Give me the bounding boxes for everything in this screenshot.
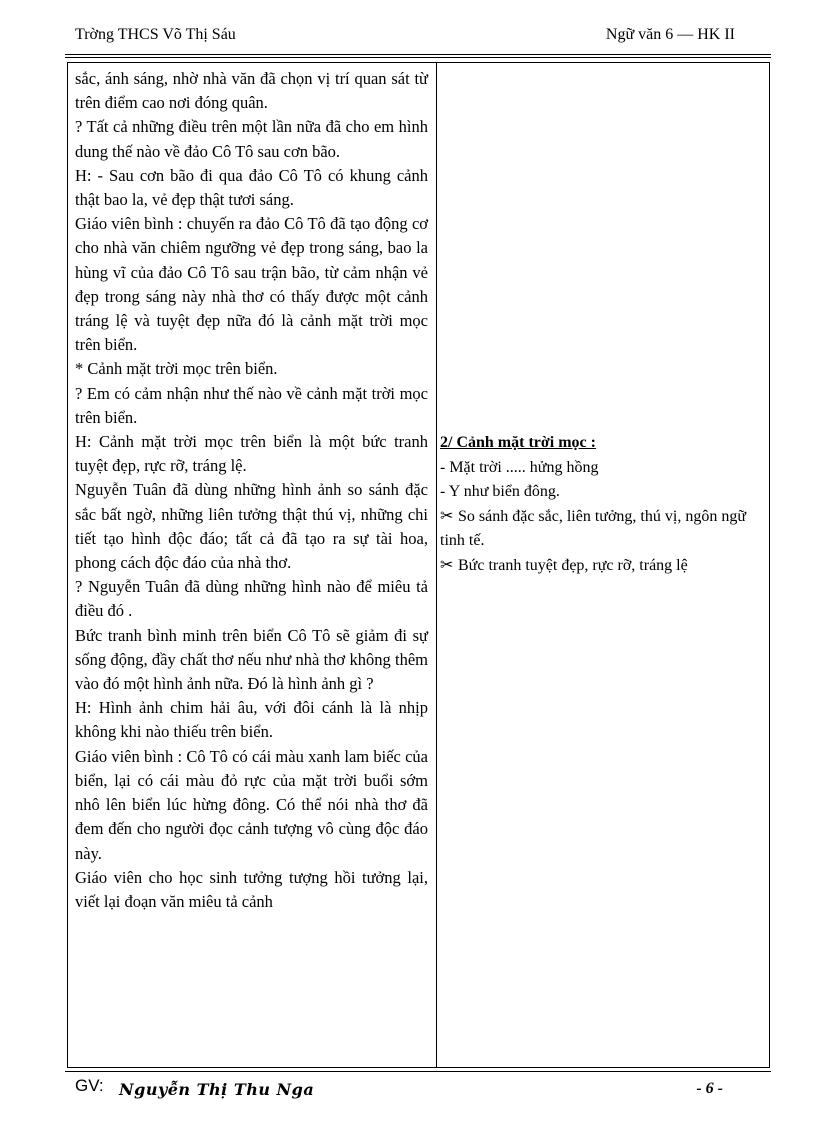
- page-footer: [75, 1076, 735, 1104]
- left-paragraph: Giáo viên bình : chuyến ra đảo Cô Tô đã tạo động cơ cho nhà văn chiêm ngưỡng vẻ đẹp trong sáng, bao la hùng vĩ của đảo Cô Tô sau trận bão, từ cảm nhận vẻ đẹp trong sáng này nhà thơ có thấy được một cảnh tráng lệ và tuyệt đẹp nữa đó là cảnh mặt trời mọc trên biển.: [75, 214, 428, 355]
- header-rule-inner: [65, 57, 771, 58]
- bullet-text: So sánh đặc sắc, liên tưởng, thú vị, ngôn ngữ tinh tế.: [440, 507, 746, 549]
- subject-label: Ngữ văn 6 — HK II: [605, 26, 735, 43]
- gv-label: GV:: [75, 1076, 104, 1095]
- scissors-icon: ✂: [440, 556, 454, 574]
- left-paragraph: ? Tất cả những điều trên một lần nữa đã cho em hình dung thế nào về đảo Cô Tô sau cơn bão.: [75, 117, 428, 161]
- left-paragraph: ? Em có cảm nhận như thế nào về cảnh mặt trời mọc trên biển.: [75, 383, 428, 427]
- left-paragraph: sắc, ánh sáng, nhờ nhà văn đã chọn vị trí quan sát từ trên điểm cao nơi đóng quân.: [75, 69, 428, 113]
- column-divider: [436, 63, 437, 1067]
- page-number: - 6 -: [696, 1080, 723, 1097]
- content-line: - Y như biển đông.: [440, 483, 560, 500]
- scissors-icon: ✂: [440, 507, 454, 525]
- section-title: 2/ Cảnh mặt trời mọc :: [440, 434, 596, 451]
- activities-column: [75, 67, 428, 914]
- left-paragraph: * Cảnh mặt trời mọc trên biển.: [75, 359, 278, 379]
- bullet-text: Bức tranh tuyệt đẹp, rực rỡ, tráng lệ: [458, 556, 688, 574]
- left-paragraph: H: Cảnh mặt trời mọc trên biển là một bức tranh tuyệt đẹp, rực rỡ, tráng lệ.: [75, 432, 428, 476]
- left-paragraph: H: Hình ảnh chim hải âu, với đôi cánh là là nhịp không khi nào thiếu trên biển.: [75, 698, 428, 742]
- bullet-item: [440, 554, 765, 579]
- left-paragraph: ? Nguyễn Tuân đã dùng những hình nào để miêu tả điều đó .: [75, 577, 428, 621]
- content-line: - Mặt trời ..... hửng hồng: [440, 458, 599, 476]
- content-column: [440, 431, 765, 578]
- footer-rule: [65, 1071, 771, 1072]
- left-paragraph: Giáo viên bình : Cô Tô có cái màu xanh lam biếc của biển, lại có cái màu đỏ rực của mặt trời buổi sớm nhô lên biển lúc hừng đông. Có thể nói nhà thơ đã đem đến cho người đọc cảnh tượng vô cùng độc đáo này.: [75, 746, 428, 863]
- lesson-table: [67, 62, 770, 1068]
- bullet-item: [440, 505, 765, 554]
- header-rule: [65, 54, 771, 55]
- left-paragraph: H: - Sau cơn bão đi qua đảo Cô Tô có khung cảnh thật bao la, vẻ đẹp thật tươi sáng.: [75, 165, 428, 210]
- page-header: [75, 22, 735, 48]
- school-name: Trờng THCS Võ Thị Sáu: [75, 26, 236, 43]
- left-paragraph: Nguyễn Tuân đã dùng những hình ảnh so sánh đặc sắc bất ngờ, những liên tưởng thật thú vị, những chi tiết tạo hình độc đáo; tất cả đã tạo ra sự tài hoa, phong cách độc đáo của nhà thơ.: [75, 480, 428, 573]
- left-paragraph: Bức tranh bình minh trên biển Cô Tô sẽ giảm đi sự sống động, đầy chất thơ nếu như nhà thơ không thêm vào đó một hình ảnh nữa. Đó là hình ảnh gì ?: [75, 625, 428, 694]
- left-paragraph: Giáo viên cho học sinh tưởng tượng hồi tưởng lại, viết lại đoạn văn miêu tả cảnh: [75, 867, 428, 911]
- teacher-signature: Nguyễn Thị Thu Nga: [119, 1080, 315, 1099]
